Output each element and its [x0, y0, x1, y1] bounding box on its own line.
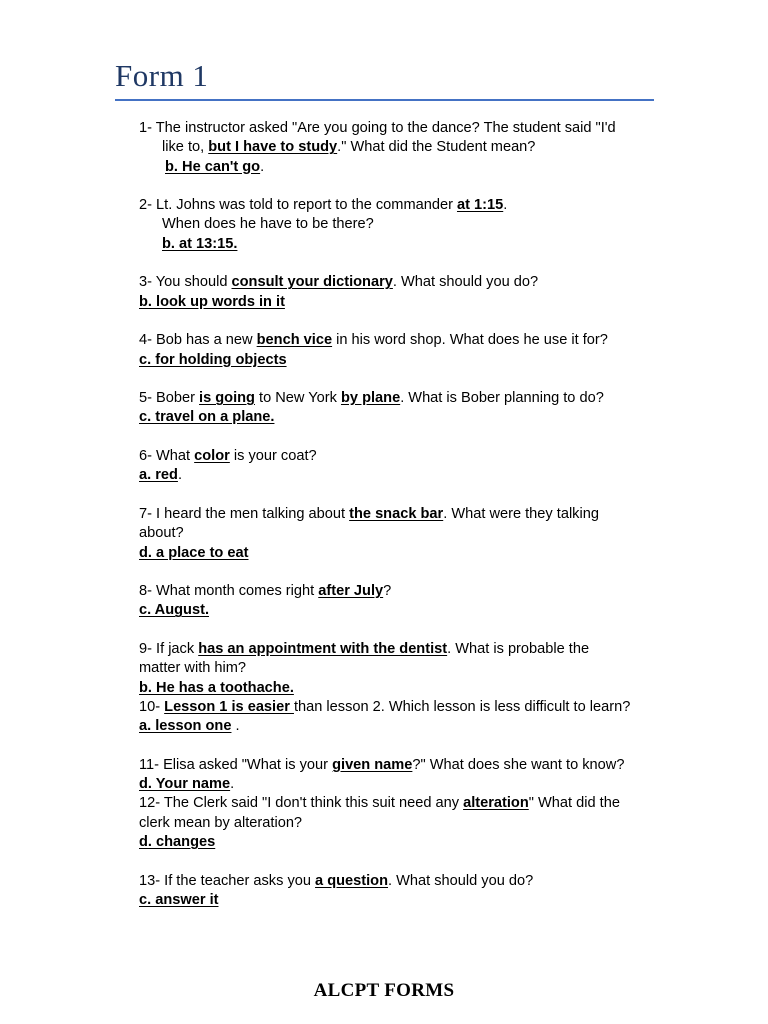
question-11 — [139, 756, 659, 795]
key-phrase: color — [194, 448, 230, 465]
answer: c. for holding objects — [139, 351, 287, 368]
question-3 — [139, 273, 659, 312]
page-footer: ALCPT FORMS — [313, 980, 455, 1001]
question-text: 11- Elisa asked "What is your given name?" What does she want to know? — [139, 756, 625, 773]
answer: c. August. — [139, 602, 209, 619]
question-text: 1- The instructor asked "Are you going to the dance? The student said "I'd — [139, 120, 616, 136]
question-13 — [139, 872, 659, 911]
question-5 — [139, 389, 659, 428]
answer: d. changes — [139, 833, 216, 850]
key-phrase: at 1:15 — [456, 197, 504, 214]
key-phrase: bench vice — [256, 332, 333, 349]
answer: b. look up words in it — [139, 293, 285, 310]
key-phrase: by plane — [340, 390, 401, 407]
question-text: 5- Bober is going to New York by plane. What is Bober planning to do? — [139, 390, 604, 407]
question-12 — [139, 794, 659, 852]
answer: d. a place to eat — [139, 544, 249, 561]
question-7 — [139, 505, 659, 563]
question-2 — [139, 196, 659, 254]
answer: a. red. — [139, 467, 182, 484]
question-text: 2- Lt. Johns was told to report to the commander at 1:15. — [139, 197, 508, 214]
answer: b. He has a toothache. — [139, 679, 294, 696]
page-title: Form 1 — [115, 58, 209, 93]
question-text: 4- Bob has a new bench vice in his word shop. What does he use it for? — [139, 332, 608, 349]
question-text: When does he have to be there? — [162, 216, 374, 233]
question-10 — [139, 698, 659, 737]
question-text: clerk mean by alteration? — [139, 814, 303, 831]
question-text: matter with him? — [139, 660, 247, 677]
answer: c. answer it — [139, 891, 219, 908]
title-rule — [115, 99, 654, 101]
answer: b. He can't go. — [165, 158, 265, 175]
question-text: 7- I heard the men talking about the snack bar. What were they talking — [139, 505, 599, 522]
question-text: 9- If jack has an appointment with the dentist. What is probable the — [139, 641, 590, 658]
key-phrase: but I have to study — [208, 139, 338, 156]
key-phrase: after July — [318, 583, 384, 600]
question-9 — [139, 640, 659, 698]
answer: d. Your name. — [139, 776, 235, 793]
question-text: 6- What color is your coat? — [139, 448, 317, 465]
question-1 — [139, 119, 659, 177]
question-text: about? — [139, 525, 184, 542]
answer: a. lesson one . — [139, 718, 240, 735]
question-text: 3- You should consult your dictionary. What should you do? — [139, 274, 539, 291]
key-phrase: a question — [315, 872, 389, 889]
key-phrase: given name — [332, 756, 413, 773]
question-6 — [139, 447, 659, 486]
key-phrase: is going — [199, 390, 255, 407]
key-phrase: has an appointment with the dentist — [198, 641, 448, 658]
question-list — [139, 119, 659, 929]
question-text: 8- What month comes right after July? — [139, 583, 392, 600]
key-phrase: the snack bar — [349, 505, 444, 522]
key-phrase: Lesson 1 is easier — [164, 698, 294, 715]
question-text: 13- If the teacher asks you a question. What should you do? — [139, 872, 534, 889]
question-8 — [139, 582, 659, 621]
question-text: like to, but I have to study." What did the Student mean? — [162, 139, 536, 156]
key-phrase: alteration — [463, 795, 529, 812]
question-text: 12- The Clerk said "I don't think this suit need any alteration" What did the — [139, 795, 620, 812]
question-text: 10- Lesson 1 is easier than lesson 2. Which lesson is less difficult to learn? — [139, 698, 631, 715]
question-4 — [139, 331, 659, 370]
key-phrase: consult your dictionary — [231, 274, 393, 291]
answer: c. travel on a plane. — [139, 409, 275, 426]
answer: b. at 13:15. — [162, 235, 238, 252]
